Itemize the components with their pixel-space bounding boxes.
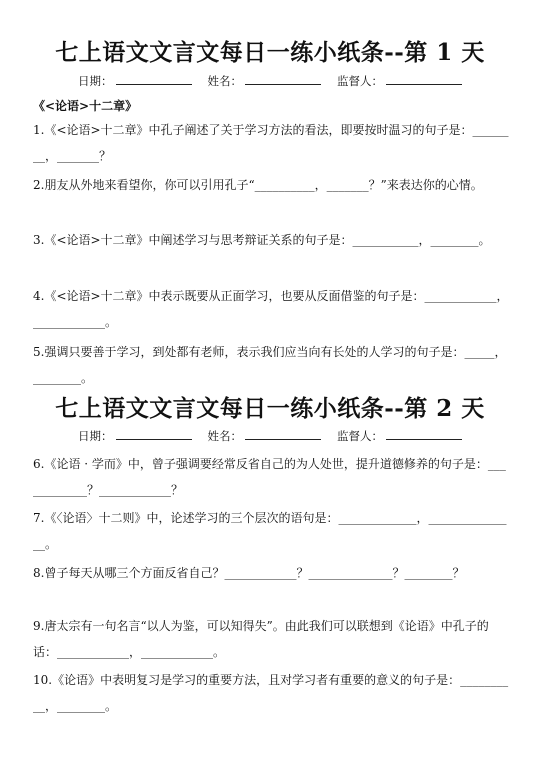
day2-title: 七上语文文言文每日一练小纸条--第 2 天 (55, 395, 485, 422)
day2-supervisor-label: 监督人： (337, 429, 383, 443)
day2-name-label: 姓名： (207, 429, 242, 443)
question-3: 3.《<论语>十二章》中阐述学习与思考辩证关系的句子是：___________，________。 (33, 233, 491, 247)
day1-supervisor-label: 监督人： (337, 74, 383, 88)
day1-date-label: 日期： (78, 74, 113, 88)
question-2: 2.朋友从外地来看望你，你可以引用孔子“__________，_______？”来表达你的心情。 (33, 178, 483, 192)
question-7: 7.《〈论语〉十二则》中，论述学习的三个层次的语句是：_____________，_______________。 (33, 511, 507, 551)
day1-date-blank[interactable] (116, 72, 192, 85)
day1-name-field (208, 72, 322, 89)
day2-supervisor-field (337, 427, 462, 444)
day2-supervisor-blank[interactable] (386, 427, 462, 440)
day1-supervisor-field (337, 72, 462, 89)
day2-meta-row (0, 427, 540, 444)
day1-name-blank[interactable] (245, 72, 321, 85)
day1-date-field (78, 72, 192, 89)
question-4: 4.《<论语>十二章》中表示既要从正面学习，也要从反面借鉴的句子是：____________，____________。 (33, 289, 509, 329)
day2-name-field (208, 427, 322, 444)
question-8: 8.曾子每天从哪三个方面反省自己？____________？______________？________？ (33, 566, 465, 580)
day1-meta-row (0, 72, 540, 89)
question-10: 10.《论语》中表明复习是学习的重要方法，且对学习者有重要的意义的句子是：__________，________。 (33, 673, 509, 713)
question-5: 5.强调只要善于学习，到处都有老师，表示我们应当向有长处的人学习的句子是：_____，________。 (33, 345, 507, 385)
question-9: 9.唐太宗有一句名言“以人为鉴，可以知得失”。由此我们可以联想到《论语》中孔子的话：____________，____________。 (33, 619, 489, 659)
question-1: 1.《<论语>十二章》中孔子阐述了关于学习方法的看法，即要按时温习的句子是：________，_______？ (33, 123, 509, 163)
day2-date-label: 日期： (78, 429, 113, 443)
day1-title: 七上语文文言文每日一练小纸条--第 1 天 (55, 39, 485, 66)
day1-section-heading: 《<论语>十二章》 (33, 99, 138, 113)
day1-supervisor-blank[interactable] (386, 72, 462, 85)
day1-name-label: 姓名： (207, 74, 242, 88)
day2-name-blank[interactable] (245, 427, 321, 440)
day2-date-field (78, 427, 192, 444)
question-6: 6.《论语 · 学而》中，曾子强调要经常反省自己的为人处世，提升道德修养的句子是：____________？____________？ (33, 457, 506, 497)
day2-date-blank[interactable] (116, 427, 192, 440)
